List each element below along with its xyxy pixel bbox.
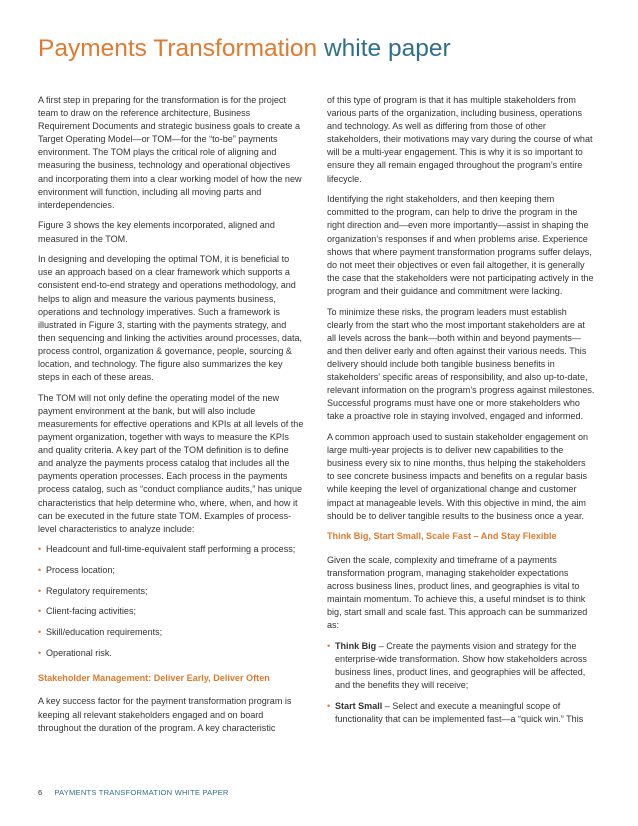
paragraph: In designing and developing the optimal TOM, it is beneficial to use an approach based on a clear framework which supports a consistent end-to-end strategy and operations methodology, and helps to align and measure the various payments business, operations and technology imperatives. Such a framework is illustrated in Figure 3, starting with the payments strategy, and then sequencing and linking the activities around processes, data, process control, organization & governance, people, sourcing & location, and technology. The figure also summarizes the key steps in each of these areas. bbox=[38, 254, 303, 383]
list-item: • Operational risk. bbox=[38, 647, 304, 660]
bullet-icon: • bbox=[38, 565, 42, 576]
list-item: • Skill/education requirements; bbox=[38, 626, 304, 639]
list-item: • Think Big – Create the payments vision and strategy for the enterprise-wide transformation. Show how stakeholders across business lines, product lines, and geographies will be affected, and the benefits they will receive; bbox=[327, 640, 587, 691]
list-item: • Headcount and full-time-equivalent staff performing a process; bbox=[38, 543, 304, 556]
paragraph: A common approach used to sustain stakeholder engagement on large multi-year projects is to deliver new capabilities to the business every six to nine months, thus helping the stakeholders to see concrete business impacts and benefits on a regular basis while keeping the level of organizational change and customer impact at manageable levels. With this objective in mind, the aim should be to deliver tangible results to the business once a year. bbox=[327, 432, 589, 521]
section-heading: Think Big, Start Small, Scale Fast – And Stay Flexible bbox=[327, 531, 557, 542]
list-item: • Regulatory requirements; bbox=[38, 585, 304, 598]
bullet-icon: • bbox=[38, 606, 42, 617]
approach-list bbox=[327, 640, 595, 726]
footer-title: PAYMENTS TRANSFORMATION WHITE PAPER bbox=[54, 788, 229, 797]
bullet-icon: • bbox=[38, 627, 42, 638]
list-item: • Process location; bbox=[38, 564, 304, 577]
paragraph: Given the scale, complexity and timeframe of a payments transformation program, managing stakeholder expectations across business lines, product lines, and geographies is vital to maintain momentum. To achieve this, a useful mindset is to think big, start small and scale fast. This approach can be summarized as: bbox=[327, 554, 588, 631]
list-item: • Client-facing activities; bbox=[38, 605, 304, 618]
paragraph: The TOM will not only define the operating model of the new payment environment at the bank, but will also include measurements for effective operations and KPIs at all levels of the payment organization, together with ways to measure the KPIs and quality criteria. A key part of the TOM definition is to define and analyze the payments process catalog that includes all the payments operation processes. Each process in the payments process catalog, such as “conduct compliance audits,” has unique characteristics that help determine who, where, when, and how it can be executed in the future state TOM. Examples of process-level characteristics to analyze include: bbox=[38, 392, 304, 534]
paragraph: A key success factor for the payment transformation program is keeping all relevant stakeholders engaged and on board throughout the duration of the program. A key characteristic bbox=[38, 696, 292, 733]
paragraph: Figure 3 shows the key elements incorporated, aligned and measured in the TOM. bbox=[38, 220, 275, 244]
page-title bbox=[38, 34, 618, 64]
page-number: 6 bbox=[38, 788, 43, 797]
list-item: • Start Small – Select and execute a meaningful scope of functionality that can be implemented fast—a “quick win.” This bbox=[327, 700, 584, 724]
bullet-icon: • bbox=[38, 544, 42, 555]
paragraph: A first step in preparing for the transformation is for the project team to draw on the reference architecture, Business Requirement Documents and strategic business goals to create a Target Operating Model—or TOM—for the “to-be” payments environment. The TOM plays the critical role of aligning and measuring the business, technology and operational objectives and incorporating them into a clear working model of how the new environment will function, including all moving parts and interdependencies. bbox=[38, 95, 302, 210]
section-heading: Stakeholder Management: Deliver Early, Deliver Often bbox=[38, 672, 270, 683]
page-footer bbox=[38, 788, 229, 798]
paragraph: Identifying the right stakeholders, and then keeping them committed to the program, can help to drive the program in the right direction and—even more importantly—assist in shaping the organization’s responses if and when problems arise. Experience shows that where payment transformation programs suffer delays, do not meet their objectives or even fail altogether, it is generally the case that the stakeholders were not participating actively in the program and their guidance and commitment were lacking. bbox=[327, 194, 594, 296]
paragraph: of this type of program is that it has multiple stakeholders from various parts of the organization, including business, operations and technology. As well as differing from those of other stakeholders, their motivations may vary during the course of what will be a multi-year engagement. This is why it is so important to ensure they all remain engaged throughout the program’s entire lifecycle. bbox=[327, 95, 593, 184]
bullet-icon: • bbox=[38, 647, 42, 658]
bullet-icon: • bbox=[327, 700, 331, 711]
bullet-icon: • bbox=[38, 585, 42, 596]
characteristics-list bbox=[38, 543, 304, 660]
paragraph: To minimize these risks, the program leaders must establish clearly from the start who the most important stakeholders are at all levels across the bank—both within and beyond payments—and then deliver early and often against their various needs. This delivery should include both tangible business benefits in stakeholders’ specific areas of responsibility, and also up-to-date, relevant information on the program’s progress against milestones. Successful programs must have one or more stakeholders who take a proactive role in staying involved, engaged and informed. bbox=[327, 306, 595, 422]
right-column bbox=[327, 94, 595, 734]
title-part-blue: white paper bbox=[323, 35, 451, 62]
title-part-orange: Payments Transformation bbox=[38, 35, 318, 62]
left-column bbox=[38, 94, 304, 742]
bullet-icon: • bbox=[327, 640, 331, 651]
